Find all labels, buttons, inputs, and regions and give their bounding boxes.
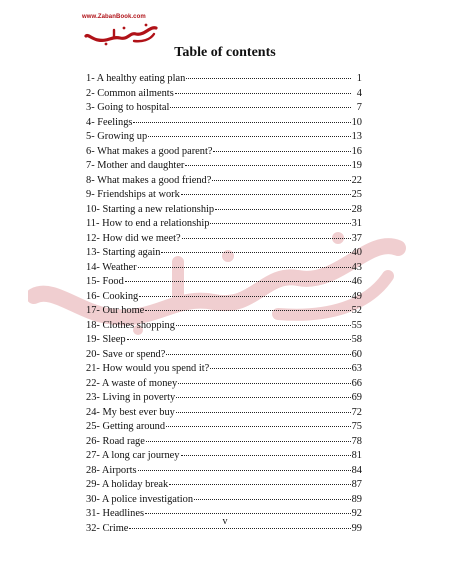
toc-entry-label: 29- A holiday break	[86, 479, 169, 490]
toc-entry-label: 22- A waste of money	[86, 377, 178, 389]
dot-leader	[181, 447, 351, 456]
dot-leader	[181, 186, 351, 195]
toc-entry-label: 15- Food	[86, 276, 124, 287]
toc-entry-label: 27- A long car journey	[86, 450, 180, 461]
dot-leader	[133, 114, 350, 123]
toc-entry-page: 1	[356, 73, 362, 84]
dot-leader	[176, 404, 351, 413]
dot-leader	[213, 143, 350, 152]
toc-entry-label: 16- Cooking	[86, 290, 139, 302]
toc-entry-page: 40	[351, 247, 362, 258]
dot-leader	[125, 273, 351, 282]
toc-entry-page: 75	[351, 421, 362, 432]
toc-entry-page: 66	[351, 377, 362, 389]
toc-entry-label: 8- What makes a good friend?	[86, 174, 212, 186]
toc-entry-page: 92	[351, 508, 362, 519]
toc-entry-label: 21- How would you spend it?	[86, 363, 210, 374]
toc-entry-page: 69	[351, 392, 362, 403]
toc-entry-label: 2- Common ailments	[86, 87, 174, 99]
toc-entry-page: 13	[351, 131, 362, 142]
dot-leader	[148, 128, 350, 137]
toc-entry-label: 30- A police investigation	[86, 493, 194, 505]
toc-entry-page: 89	[351, 493, 362, 505]
dot-leader	[210, 215, 350, 224]
toc-entry-page: 25	[351, 189, 362, 200]
toc-entry-label: 5- Growing up	[86, 131, 148, 142]
dot-leader	[146, 433, 351, 442]
toc-entry-page: 63	[351, 363, 362, 374]
toc-entry-label: 23- Living in poverty	[86, 392, 176, 403]
toc-entry-label: 12- How did we meet?	[86, 232, 181, 244]
toc-entry-page: 43	[351, 261, 362, 273]
toc-entry-label: 1- A healthy eating plan	[86, 73, 186, 84]
toc-entry-page: 55	[351, 319, 362, 331]
toc-entry-label: 18- Clothes shopping	[86, 319, 175, 331]
toc-entry-label: 24- My best ever buy	[86, 406, 175, 418]
page-number: v	[222, 516, 228, 527]
toc-entry-page: 84	[351, 464, 362, 476]
dot-leader	[182, 230, 351, 239]
toc-entry-page: 46	[351, 276, 362, 287]
dot-leader	[166, 418, 351, 427]
dot-leader	[176, 317, 351, 326]
dot-leader	[215, 201, 350, 210]
toc-entry-page: 37	[351, 232, 362, 244]
toc-entry-page: 4	[356, 87, 362, 99]
toc-entry-label: 14- Weather	[86, 261, 137, 273]
toc-entry-page: 16	[351, 145, 362, 157]
toc-entry-label: 25- Getting around	[86, 421, 166, 432]
toc-entry-page: 87	[351, 479, 362, 490]
toc-entry-label: 4- Feelings	[86, 116, 133, 128]
logo-url: www.ZabanBook.com	[82, 14, 146, 20]
toc-entry-page: 49	[351, 290, 362, 302]
dot-leader	[212, 172, 350, 181]
toc-entry-label: 10- Starting a new relationship	[86, 203, 215, 215]
toc-entry-page: 31	[351, 218, 362, 229]
dot-leader	[138, 462, 351, 471]
dot-leader	[178, 375, 350, 384]
toc-entry-page: 81	[351, 450, 362, 461]
dot-leader	[194, 491, 351, 500]
toc-entry-page: 28	[351, 203, 362, 215]
toc-entry-label: 28- Airports	[86, 464, 137, 476]
toc-entry-label: 31- Headlines	[86, 508, 144, 519]
toc-entry-label: 20- Save or spend?	[86, 348, 166, 360]
toc-entry-label: 9- Friendships at work	[86, 189, 180, 200]
dot-leader	[138, 259, 351, 268]
dot-leader	[161, 244, 350, 253]
dot-leader	[185, 157, 350, 166]
toc-entry-label: 17- Our home	[86, 305, 145, 316]
dot-leader	[139, 288, 350, 297]
toc-entry-page: 52	[351, 305, 362, 316]
toc-entry-label: 11- How to end a relationship	[86, 218, 210, 229]
toc-entry-label: 3- Going to hospital	[86, 102, 170, 113]
dot-leader	[145, 505, 351, 514]
dot-leader	[186, 70, 351, 79]
toc-entry-label: 19- Sleep	[86, 334, 126, 345]
toc-entry-page: 72	[351, 406, 362, 418]
dot-leader	[166, 346, 350, 355]
dot-leader	[145, 302, 350, 311]
dot-leader	[170, 99, 351, 108]
toc-entry-page: 7	[356, 102, 362, 113]
toc-entry-page: 99	[351, 522, 362, 534]
dot-leader	[127, 331, 351, 340]
toc-entry-label: 7- Mother and daughter	[86, 160, 185, 171]
dot-leader	[175, 85, 351, 94]
toc-entry-label: 32- Crime	[86, 522, 129, 534]
dot-leader	[169, 476, 350, 485]
logo-script-mark	[84, 22, 162, 46]
toc-entry-label: 26- Road rage	[86, 435, 145, 447]
page-title: Table of contents	[174, 45, 276, 60]
toc-entry-label: 6- What makes a good parent?	[86, 145, 213, 157]
table-of-contents	[86, 72, 362, 536]
site-logo[interactable]	[82, 14, 162, 46]
toc-entry-page: 10	[351, 116, 362, 128]
toc-entry-page: 60	[351, 348, 362, 360]
toc-entry-label: 13- Starting again	[86, 247, 161, 258]
toc-entry-page: 22	[351, 174, 362, 186]
dot-leader	[210, 360, 350, 369]
toc-entry-page: 19	[351, 160, 362, 171]
toc-entry-page: 58	[351, 334, 362, 345]
toc-entry-page: 78	[351, 435, 362, 447]
dot-leader	[176, 389, 350, 398]
